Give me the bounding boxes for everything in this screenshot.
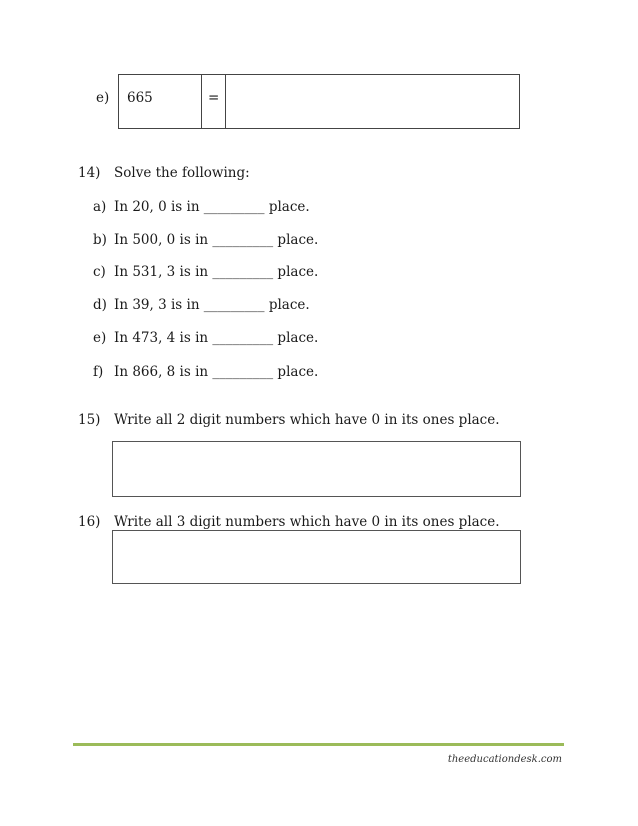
q14-item-d-letter: d): [93, 297, 107, 313]
q14-item-c-letter: c): [93, 264, 106, 280]
item-e-number: 665: [127, 90, 153, 106]
q15-text: Write all 2 digit numbers which have 0 in its ones place.: [114, 412, 500, 428]
q14-item-f-letter: f): [93, 364, 104, 380]
item-e-answer-cell[interactable]: [226, 75, 519, 128]
q15-answer-box[interactable]: [112, 441, 521, 497]
item-e-table: [118, 74, 520, 129]
q14-item-b-text: In 500, 0 is in _________ place.: [114, 232, 319, 248]
item-e-equals: =: [208, 90, 220, 106]
q14-item-e-text: In 473, 4 is in _________ place.: [114, 330, 319, 346]
q14-item-e-letter: e): [93, 330, 107, 346]
q16-number: 16): [78, 514, 101, 530]
q14-item-c-text: In 531, 3 is in _________ place.: [114, 264, 319, 280]
footer-divider: [73, 743, 564, 746]
q14-number: 14): [78, 165, 101, 181]
q14-item-a-text: In 20, 0 is in _________ place.: [114, 199, 310, 215]
q15-number: 15): [78, 412, 101, 428]
q14-title: Solve the following:: [114, 165, 250, 181]
q16-text: Write all 3 digit numbers which have 0 in its ones place.: [114, 514, 500, 530]
q14-item-f-text: In 866, 8 is in _________ place.: [114, 364, 319, 380]
q14-item-a-letter: a): [93, 199, 107, 215]
q16-answer-box[interactable]: [112, 530, 521, 584]
footer-site: theeducationdesk.com: [447, 754, 562, 765]
item-e-label: e): [96, 90, 110, 106]
q14-item-d-text: In 39, 3 is in _________ place.: [114, 297, 310, 313]
item-e-number-cell: [119, 75, 202, 128]
q14-item-b-letter: b): [93, 232, 107, 248]
item-e-equals-cell: [202, 75, 226, 128]
